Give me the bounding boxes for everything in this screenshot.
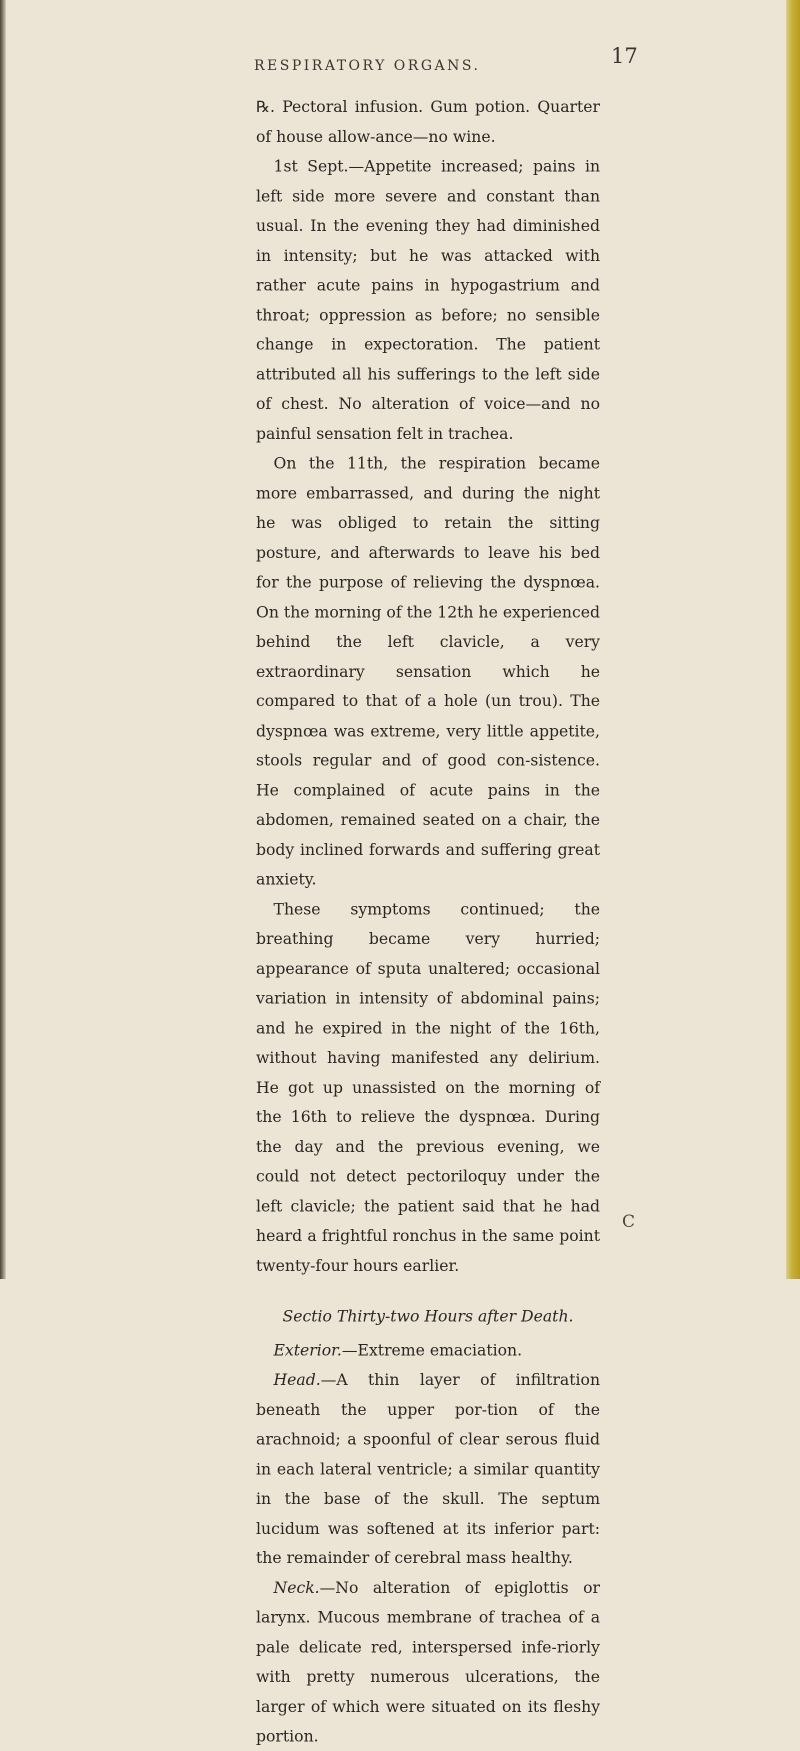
- paragraph-head: [256, 1365, 600, 1573]
- exterior-text: —Extreme emaciation.: [341, 1340, 523, 1359]
- exterior-label: Exterior.: [273, 1340, 342, 1359]
- paragraph-exterior: [256, 1335, 600, 1365]
- section-heading: Sectio Thirty-two Hours after Death.: [282, 1307, 574, 1326]
- paragraph-11th: On the 11th, the respiration became more embarrassed, and during the night he was obliged to retain the sitting posture, and afterwards to leave his bed for the purpose of relieving the dyspnœa. On the morning of the 12th he experienced behind the left clavicle, a very extraordinary sensation which he compared to that of a hole (un trou). The dyspnœa was extreme, very little appetite, stools regular and of good con-sistence. He complained of acute pains in the abdomen, remained seated on a chair, the body inclined forwards and suffering great anxiety.: [256, 454, 601, 889]
- signature-mark: C: [622, 1212, 636, 1232]
- paragraph-prescription: ℞. Pectoral infusion. Gum potion. Quarter of house allow-ance—no wine.: [256, 97, 601, 146]
- running-head: RESPIRATORY ORGANS.: [254, 58, 481, 74]
- page-edge: [786, 0, 800, 1279]
- neck-text: —No alteration of epiglottis or larynx. Mucous membrane of trachea of a pale delicate red, interspersed infe-riorly with pretty numerous ulcerations, the larger of which were situated on its fleshy portion.: [256, 1578, 601, 1746]
- page-number: 17: [611, 44, 638, 68]
- paragraph-symptoms: These symptoms continued; the breathing became very hurried; appearance of sputa unaltered; occasional variation in intensity of abdominal pains; and he expired in the night of the 16th, without having manifested any delirium. He got up unassisted on the morning of the 16th to relieve the dyspnœa. During the day and the previous evening, we could not detect pectoriloquy under the left clavicle; the patient said that he had heard a frightful ronchus in the same point twenty-four hours earlier.: [256, 899, 601, 1275]
- head-label: Head.: [273, 1370, 321, 1389]
- body-text: [256, 92, 600, 1751]
- paragraph-sept-1: 1st Sept.—Appetite increased; pains in left side more severe and constant than usual. In the evening they had diminished in intensity; but he was attacked with rather acute pains in hypogastrium and throat; oppression as before; no sensible change in expectoration. The patient attributed all his sufferings to the left side of chest. No alteration of voice—and no painful sensation felt in trachea.: [256, 157, 601, 443]
- head-text: —A thin layer of infiltration beneath the upper por-tion of the arachnoid; a spoonful of clear serous fluid in each lateral ventricle; a similar quantity in the base of the skull. The septum lucidum was softened at its inferior part: the remainder of cerebral mass healthy.: [256, 1370, 601, 1567]
- paragraph-neck: [256, 1573, 600, 1751]
- neck-label: Neck.: [273, 1578, 320, 1597]
